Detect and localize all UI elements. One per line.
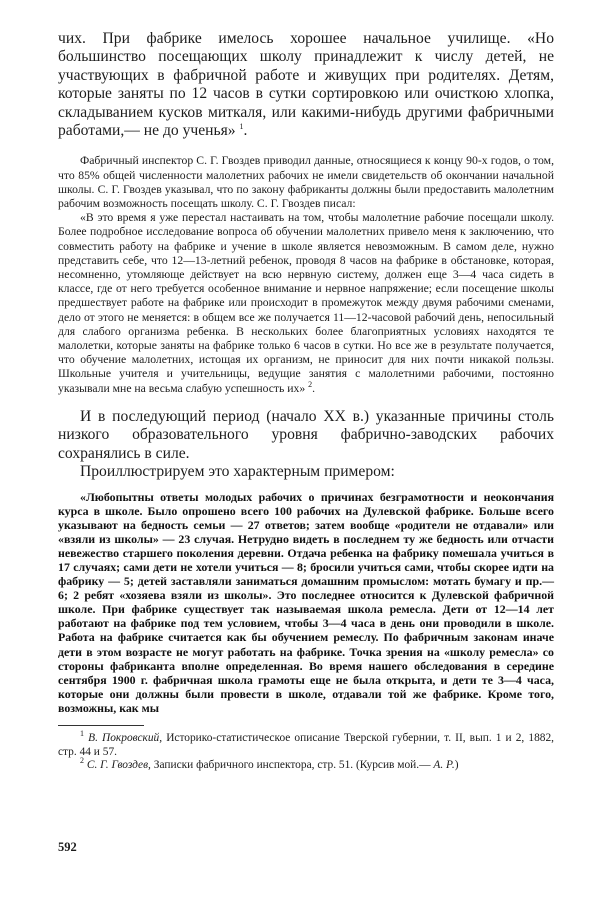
footnotes	[58, 725, 554, 773]
footnote-2	[58, 756, 554, 773]
quote-gvozdev: «В это время я уже перестал настаивать на том, чтобы малолетние рабочие посещали школу. Более подробное исследование вопроса об обучении малолетних привело меня к заключению, что совместить работу на фабрике и учение в школе является невозможным. В самом деле, нужно представить себе, что 12—13-летний ребенок, проводя 8 часов на фабрике в обстановке, которая, несомненно, утомляюще действует на всю нервную систему, должен еще 3—4 часа сидеть в классе, где от него требуется особенное внимание и нервное напряжение; если посещение школы предшествует работе на фабрике или происходит в промежуток между двумя рабочими сменами, дело от этого не меняется: в общем все же получается 11—12-часовой рабочий день, непосильный для слабого организма ребенка. В нескольких более благоприятных условиях находятся те малолетки, которые заняты на фабрике только 6 часов в сутки. Но все же в результате получается, что обучение малолетних, истощая их организм, не приносит для них почти никакой пользы. Школьные учителя и учительницы, ведущие занятия с малолетними рабочими, постоянно указывали мне на весьма слабую успешность их» $^2$.	[58, 211, 554, 395]
paragraph-1: чих. При фабрике имелось хорошее начальное училище. «Но большинство посещающих школу принадлежит к числу детей, не участвующих в фабричной работе и живущих при родителях. Детям, которые заняты по 12 часов в сутки сортировкою или очисткою хлопка, складыванием кусков миткаля, или какими-нибудь другими фабричными работами,— не до ученья» $^1$.	[58, 30, 554, 140]
footnote-1-number: 1	[80, 729, 84, 739]
footnote-ref-1: 1	[239, 121, 244, 131]
paragraph-2: Фабричный инспектор С. Г. Гвоздев приводил данные, относящиеся к концу 90-х годов, о том, что 85% общей численности малолетних рабочих не имели свидетельств об окончании начальной школы. С. Г. Гвоздев указывал, что по закону фабриканты должны были предоставить малолетним рабочим возможность посещать школу. С. Г. Гвоздев писал:	[58, 154, 554, 211]
footnote-2-signature: А. Р.	[433, 759, 455, 772]
quote-dulevo: «Любопытны ответы молодых рабочих о причинах безграмотности и неокончания курса в школе. Было опрошено всего 100 рабочих на Дулевской фабрике. Больше всего указывают на бедность семьи — 27 ответов; затем вообще «родители не отдавали» или «взяли из школы» — 23 случая. Нетрудно видеть в последнем ту же бедность или отчасти невежество старшего поколения деревни. Отдача ребенка на фабрику помешала учиться в 17 случаях; сами дети не хотели учиться — 8; бросили учиться сами, чтобы скорее идти на фабрику — 5; детей заставляли заниматься домашним промыслом: мотать бумагу и пр.— 6; 2 ребят «хозяева взяли из школы». Это последнее относится к Дулевской фабричной школе. При фабрике существует так называемая школа ремесла. Дети от 12—14 лет работают на фабрике под тем условием, чтобы 3—4 часа в день они проводили в школе. Работа на фабрике считается как бы обучением ремеслу. По фабричным законам иначе дети в этом возрасте не могут работать на фабрике. Точка зрения на «школу ремесла» со стороны фабриканта вполне определенная. Во время нашего обследования в середине сентября 1900 г. фабричная школа грамоты еще не была открыта, и дети те 3—4 часа, которые они должны были провести в школе, отдавали той же фабрике. Кроме того, возможны, как мы	[58, 489, 554, 715]
paragraph-5: Проиллюстрируем это характерным примером:	[80, 463, 395, 481]
footnote-1	[58, 729, 555, 759]
footnote-2-number: 2	[80, 756, 84, 766]
footnote-ref-2: 2	[308, 379, 313, 389]
footnote-divider	[58, 725, 144, 726]
footnote-2-text: Записки фабричного инспектора, стр. 51. (Курсив мой.—	[153, 759, 431, 772]
footnote-1-text: Историко-статистическое описание Тверской губернии, т. II, вып. 1 и 2, 1882, стр. 44 и 57.	[58, 732, 555, 758]
quote-gvozdev-text: «В это время я уже перестал настаивать на том, чтобы малолетние рабочие посещали школу. Более подробное исследование вопроса об обучении малолетних привело меня к заключению, что совместить работу на фабрике и учение в школе является невозможным. В самом деле, нужно представить себе, что 12—13-летний ребенок, проводя 8 часов на фабрике в обстановке, которая, несомненно, утомляюще действует на всю нервную систему, должен еще 3—4 часа сидеть в классе, где от него требуется особенное внимание и нервное напряжение; если посещение школы предшествует работе на фабрике или происходит в промежуток между двумя рабочими сменами, дело от этого не меняется: в общем все же получается 11—12-часовой рабочий день, непосильный для слабого организма ребенка. В нескольких более благоприятных условиях находятся те малолетки, которые заняты на фабрике только 6 часов в сутки. Но все же в результате получается, что обучение малолетних, истощая их организм, не приносит для них почти никакой пользы. Школьные учителя и учительницы, ведущие занятия с малолетними рабочими, постоянно указывали мне на весьма слабую успешность их»	[58, 211, 554, 395]
footnote-2-author: С. Г. Гвоздев,	[86, 759, 151, 772]
paragraph-4: И в последующий период (начало XX в.) указанные причины столь низкого образовательного уровня фабрично-заводских рабочих сохранялись в силе.	[58, 407, 554, 462]
paragraph-1-text: чих. При фабрике имелось хорошее начальное училище. «Но большинство посещающих школу принадлежит к числу детей, не участвующих в фабричной работе и живущих при родителях. Детям, которые заняты по 12 часов в сутки сортировкою или очисткою хлопка, складыванием кусков миткаля, или какими-нибудь другими фабричными работами,— не до ученья»	[58, 30, 554, 140]
page-number: 592	[58, 840, 77, 854]
footnote-1-author: В. Покровский,	[88, 732, 163, 745]
footnote-2-end: )	[454, 759, 459, 772]
